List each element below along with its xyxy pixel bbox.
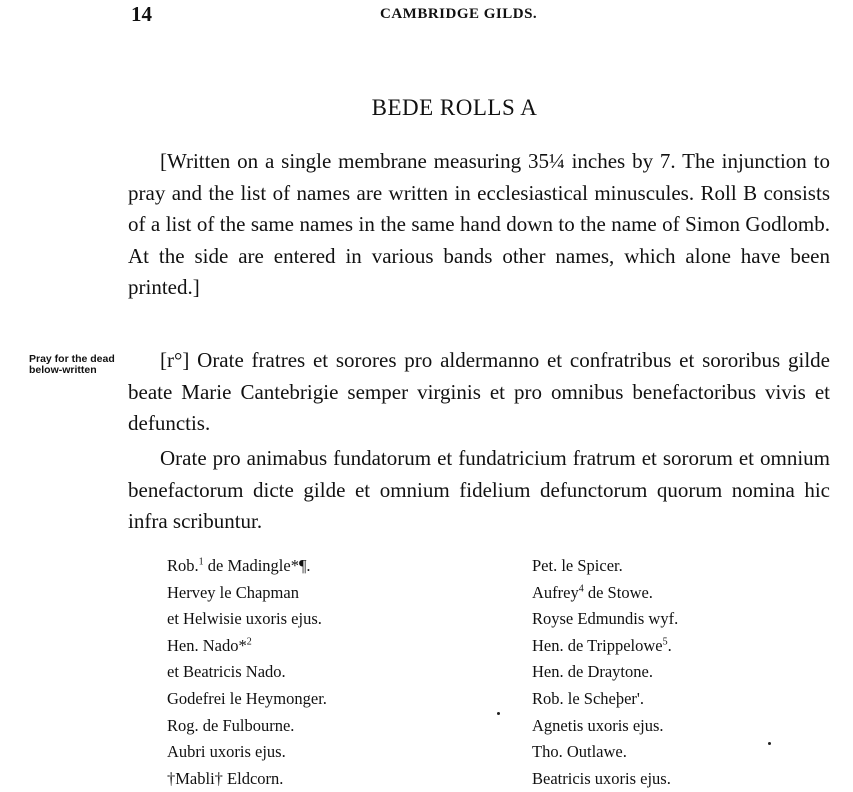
name-entry [167, 686, 327, 713]
margin-sidenote: Pray for the dead below-written [29, 353, 115, 376]
names-list-right [532, 553, 678, 792]
name-entry [532, 606, 678, 633]
name-entry [167, 659, 327, 686]
name-text: Pet. le Spicer. [532, 556, 623, 575]
name-text: Aufrey [532, 582, 579, 602]
name-text-continued: de Madingle*¶. [203, 556, 311, 575]
name-text: Hervey le Chapman [167, 582, 299, 602]
name-text: Hen. de Draytone. [532, 662, 653, 682]
intro-paragraph: [Written on a single membrane measuring 35¼ inches by 7. The injunction to pray and the list of names are written in ecclesiastical minuscules. Roll B consists of a list of the same names in the same hand down to the name of Simon Godlomb. At the side are entered in various bands other names, which alone have been printed.] [128, 149, 830, 299]
footnote-marker: 2 [246, 636, 252, 648]
name-entry [532, 686, 678, 713]
name-entry [532, 739, 678, 766]
name-text: Agnetis uxoris ejus. [532, 715, 664, 735]
footnote-marker: 1 [198, 556, 204, 568]
ink-speck [768, 742, 771, 745]
name-entry [167, 606, 327, 633]
name-text: Rob. le Scheþer'. [532, 688, 645, 708]
orate-paragraph-1: [r°] Orate fratres et sorores pro aldermanno et confratribus et sororibus gilde beate Marie Cantebrigie semper virginis et pro omnibus benefactoribus vivis et defunctis. [128, 348, 830, 435]
footnote-marker: 5 [662, 636, 668, 648]
page-header [0, 2, 853, 32]
name-text: Hen. de Trippelowe [532, 635, 663, 655]
running-title: CAMBRIDGE GILDS. [380, 6, 538, 22]
name-entry [167, 553, 327, 580]
name-text: Aubri uxoris ejus. [167, 742, 286, 762]
name-text: Hen. Nado* [167, 635, 247, 655]
ink-speck [497, 712, 500, 715]
name-entry [167, 580, 327, 607]
name-entry [532, 766, 678, 792]
name-text-continued: de Stowe. [583, 582, 653, 602]
name-entry [167, 739, 327, 766]
name-text-continued: . [667, 635, 672, 655]
name-text: Rob. [167, 556, 199, 575]
orate-paragraph-2: Orate pro animabus fundatorum et fundatricium fratrum et sororum et omnium benefactorum dicte gilde et omnium fidelium defunctorum quorum nomina hic infra scribuntur. [128, 446, 830, 533]
name-text: Beatricis uxoris ejus. [532, 768, 671, 788]
name-entry [532, 659, 678, 686]
name-text: et Helwisie uxoris ejus. [167, 609, 322, 629]
name-text: et Beatricis Nado. [167, 662, 286, 682]
name-text: Rog. de Fulbourne. [167, 715, 295, 735]
name-entry [532, 553, 678, 580]
name-entry [532, 580, 678, 607]
name-text: †Mabli† Eldcorn. [167, 768, 284, 788]
name-entry [532, 713, 678, 740]
names-list-left [167, 553, 327, 792]
name-entry [532, 633, 678, 660]
name-entry [167, 766, 327, 792]
name-text: Godefrei le Heymonger. [167, 688, 327, 708]
name-entry [167, 713, 327, 740]
section-title: BEDE ROLLS A [371, 95, 538, 120]
name-text: Royse Edmundis wyf. [532, 609, 679, 629]
page-number: 14 [131, 2, 152, 26]
name-entry [167, 633, 327, 660]
name-text: Tho. Outlawe. [532, 742, 627, 762]
footnote-marker: 4 [578, 583, 584, 595]
